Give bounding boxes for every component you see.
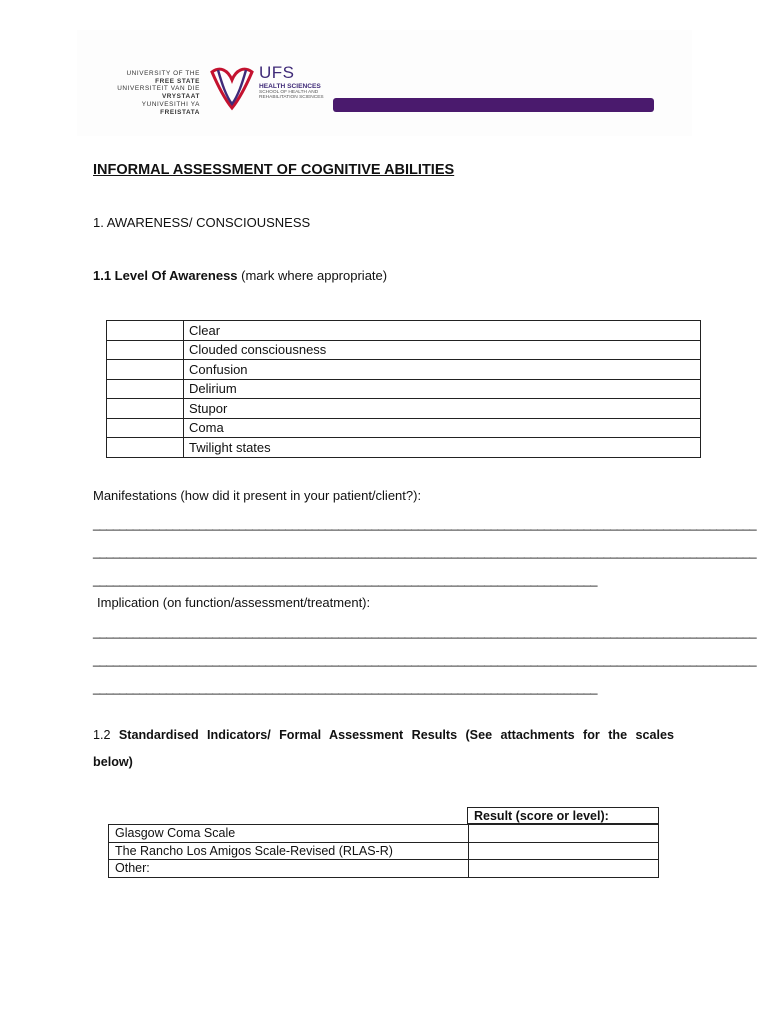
school-name-line2: REHABILITATION SCIENCES xyxy=(259,95,324,101)
subsection-number: 1.2 xyxy=(93,728,119,742)
result-cell[interactable] xyxy=(469,825,659,843)
university-name-block xyxy=(108,70,200,116)
table-row xyxy=(107,340,701,360)
answer-line[interactable]: ____________________________________________________________________________________________________ xyxy=(93,652,756,667)
subsection-level-of-awareness xyxy=(93,268,387,283)
mark-cell[interactable] xyxy=(107,438,184,458)
answer-line[interactable]: ____________________________________________________________________________________________________ xyxy=(93,516,756,531)
awareness-label: Delirium xyxy=(184,379,701,399)
result-cell[interactable] xyxy=(469,842,659,860)
result-cell[interactable] xyxy=(469,860,659,878)
awareness-label: Stupor xyxy=(184,399,701,419)
university-line: FREISTATA xyxy=(160,108,200,116)
university-line: FREE STATE xyxy=(155,77,200,85)
table-row xyxy=(109,842,659,860)
university-line: UNIVERSITEIT VAN DIE xyxy=(117,85,200,93)
subsection-standardised-indicators-cont xyxy=(93,755,133,769)
answer-line[interactable]: ____________________________________________________________________________ xyxy=(93,680,597,695)
scale-name: Other: xyxy=(109,860,469,878)
scale-name: Glasgow Coma Scale xyxy=(109,825,469,843)
subsection-label: 1.1 Level Of Awareness xyxy=(93,268,238,283)
implication-prompt: Implication (on function/assessment/treatment): xyxy=(97,595,371,610)
ufs-brand-text: UFS xyxy=(259,63,295,82)
faculty-name: HEALTH SCIENCES xyxy=(259,83,321,90)
subsection-note: (mark where appropriate) xyxy=(237,268,388,283)
mark-cell[interactable] xyxy=(107,321,184,341)
mark-cell[interactable] xyxy=(107,360,184,380)
standardised-scales-table xyxy=(108,824,659,878)
awareness-label: Coma xyxy=(184,418,701,438)
subsection-standardised-indicators xyxy=(93,728,674,742)
table-row xyxy=(107,438,701,458)
awareness-label: Clouded consciousness xyxy=(184,340,701,360)
header-accent-bar xyxy=(333,98,654,112)
subsection-label: Standardised Indicators/ Formal Assessment Results (See attachments for the scales xyxy=(118,728,674,742)
awareness-label: Clear xyxy=(184,321,701,341)
table-row xyxy=(109,825,659,843)
section-heading-awareness: 1. AWARENESS/ CONSCIOUSNESS xyxy=(93,215,311,230)
table-row xyxy=(107,360,701,380)
mark-cell[interactable] xyxy=(107,340,184,360)
school-name-line1: SCHOOL OF HEALTH AND xyxy=(259,90,319,95)
mark-cell[interactable] xyxy=(107,379,184,399)
results-column-header: Result (score or level): xyxy=(467,807,659,824)
university-line: YUNIVESITHI YA xyxy=(141,100,200,108)
answer-line[interactable]: ____________________________________________________________________________ xyxy=(93,572,597,587)
mark-cell[interactable] xyxy=(107,399,184,419)
table-row xyxy=(109,860,659,878)
answer-line[interactable]: ____________________________________________________________________________________________________ xyxy=(93,624,756,639)
university-line: UNIVERSITY OF THE xyxy=(126,70,200,77)
university-line: VRYSTAAT xyxy=(161,93,200,101)
table-row xyxy=(107,418,701,438)
ufs-crest-icon xyxy=(206,64,258,112)
ufs-logo xyxy=(259,64,339,101)
table-row xyxy=(107,321,701,341)
scale-name: The Rancho Los Amigos Scale-Revised (RLAS-R) xyxy=(109,842,469,860)
manifestations-prompt: Manifestations (how did it present in your patient/client?): xyxy=(93,488,422,503)
awareness-label: Twilight states xyxy=(184,438,701,458)
mark-cell[interactable] xyxy=(107,418,184,438)
table-row xyxy=(107,399,701,419)
page-title: INFORMAL ASSESSMENT OF COGNITIVE ABILITIES xyxy=(93,162,455,178)
table-row xyxy=(107,379,701,399)
awareness-label: Confusion xyxy=(184,360,701,380)
subsection-label-cont: below) xyxy=(93,755,133,769)
awareness-level-table xyxy=(106,320,701,458)
answer-line[interactable]: ____________________________________________________________________________________________________ xyxy=(93,544,756,559)
